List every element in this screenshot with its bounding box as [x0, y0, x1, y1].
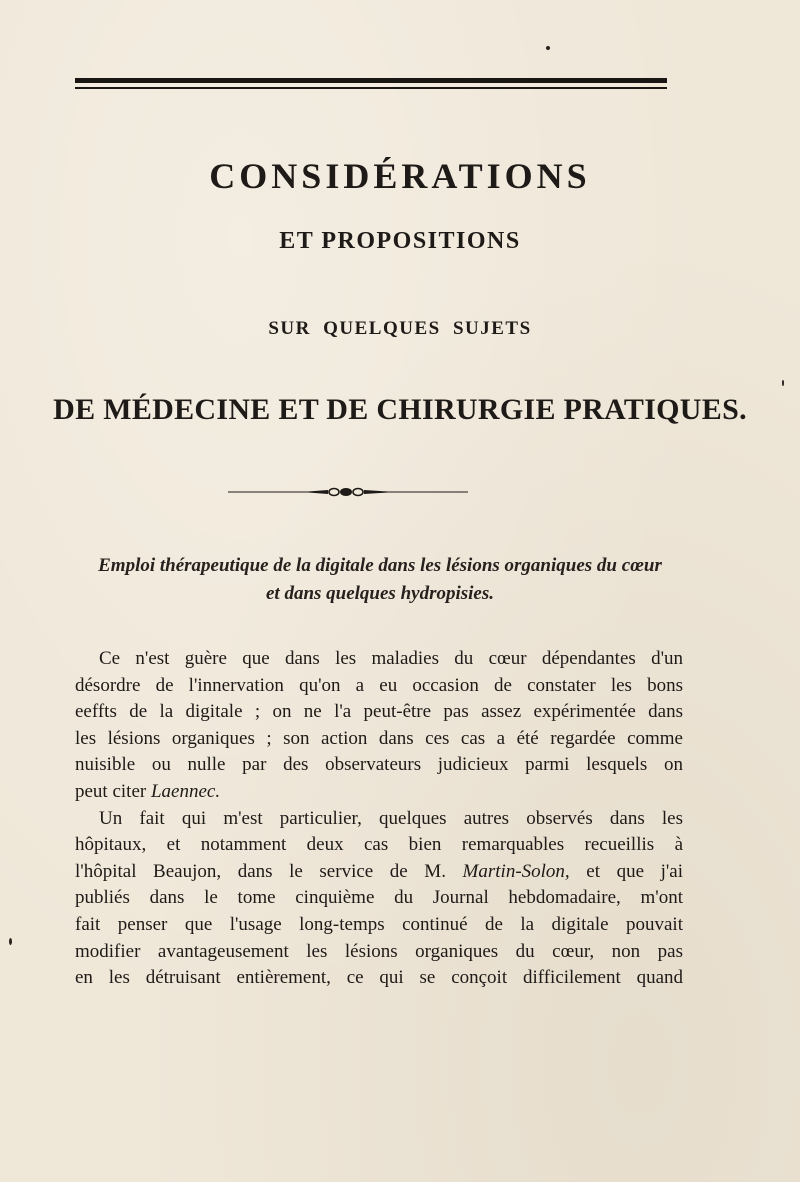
title-line-4: DE MÉDECINE ET DE CHIRURGIE PRATIQUES.	[53, 393, 747, 426]
body-text	[75, 646, 683, 992]
title-main: CONSIDÉRATIONS	[209, 156, 591, 196]
ink-speck	[9, 938, 12, 945]
paragraph-2	[75, 806, 683, 992]
paragraph-2-line-3: l'hôpital Beaujon, dans le service de M. Martin-Solon, et que j'ai	[75, 860, 683, 882]
ink-speck	[546, 46, 550, 50]
paragraph-1-line-2: désordre de l'innervation qu'on a eu occasion de constater les bons	[75, 674, 683, 696]
ornamental-divider-icon	[228, 484, 468, 500]
paragraph-2-line-5: fait penser que l'usage long-temps continué de la digitale pouvait	[75, 913, 683, 935]
section-heading	[75, 552, 685, 608]
rule-thick-line	[75, 78, 667, 83]
paragraph-2-line-6: modifier avantageusement les lésions organiques du cœur, non pas	[75, 940, 683, 962]
paragraph-1	[75, 646, 683, 806]
title-line-3: SUR QUELQUES SUJETS	[268, 318, 532, 339]
paragraph-1-line-4: les lésions organiques ; son action dans ces cas a été regardée comme	[75, 727, 683, 749]
paragraph-1-line-5: nuisible ou nulle par des observateurs judicieux parmi lesquels on	[75, 754, 683, 776]
section-heading-line-1: Emploi thérapeutique de la digitale dans les lésions organiques du cœur	[98, 555, 662, 576]
author-name-laennec: Laennec.	[150, 780, 221, 802]
author-name-martin-solon: Martin-Solon,	[462, 860, 570, 882]
top-double-rule	[75, 78, 667, 90]
paragraph-1-line-1: Ce n'est guère que dans les maladies du cœur dépendantes d'un	[99, 648, 683, 669]
paragraph-2-line-7: en les détruisant entièrement, ce qui se conçoit difficilement quand	[75, 967, 683, 989]
rule-thin-line	[75, 87, 667, 89]
paragraph-2-line-4: publiés dans le tome cinquième du Journal hebdomadaire, m'ont	[75, 887, 683, 909]
paragraph-1-line-6: peut citer Laennec.	[75, 780, 221, 802]
ink-speck	[782, 380, 784, 386]
paragraph-2-line-1: Un fait qui m'est particulier, quelques autres observés dans les	[99, 807, 683, 829]
paragraph-2-line-2: hôpitaux, et notamment deux cas bien remarquables recueillis à	[75, 834, 683, 856]
drop-lead-word: Ce	[99, 648, 121, 669]
section-heading-line-2: et dans quelques hydropisies.	[265, 583, 495, 604]
paragraph-1-line-3: eeffts de la digitale ; on ne l'a peut-être pas assez expérimentée dans	[75, 701, 683, 723]
title-line-2: ET PROPOSITIONS	[279, 228, 521, 254]
